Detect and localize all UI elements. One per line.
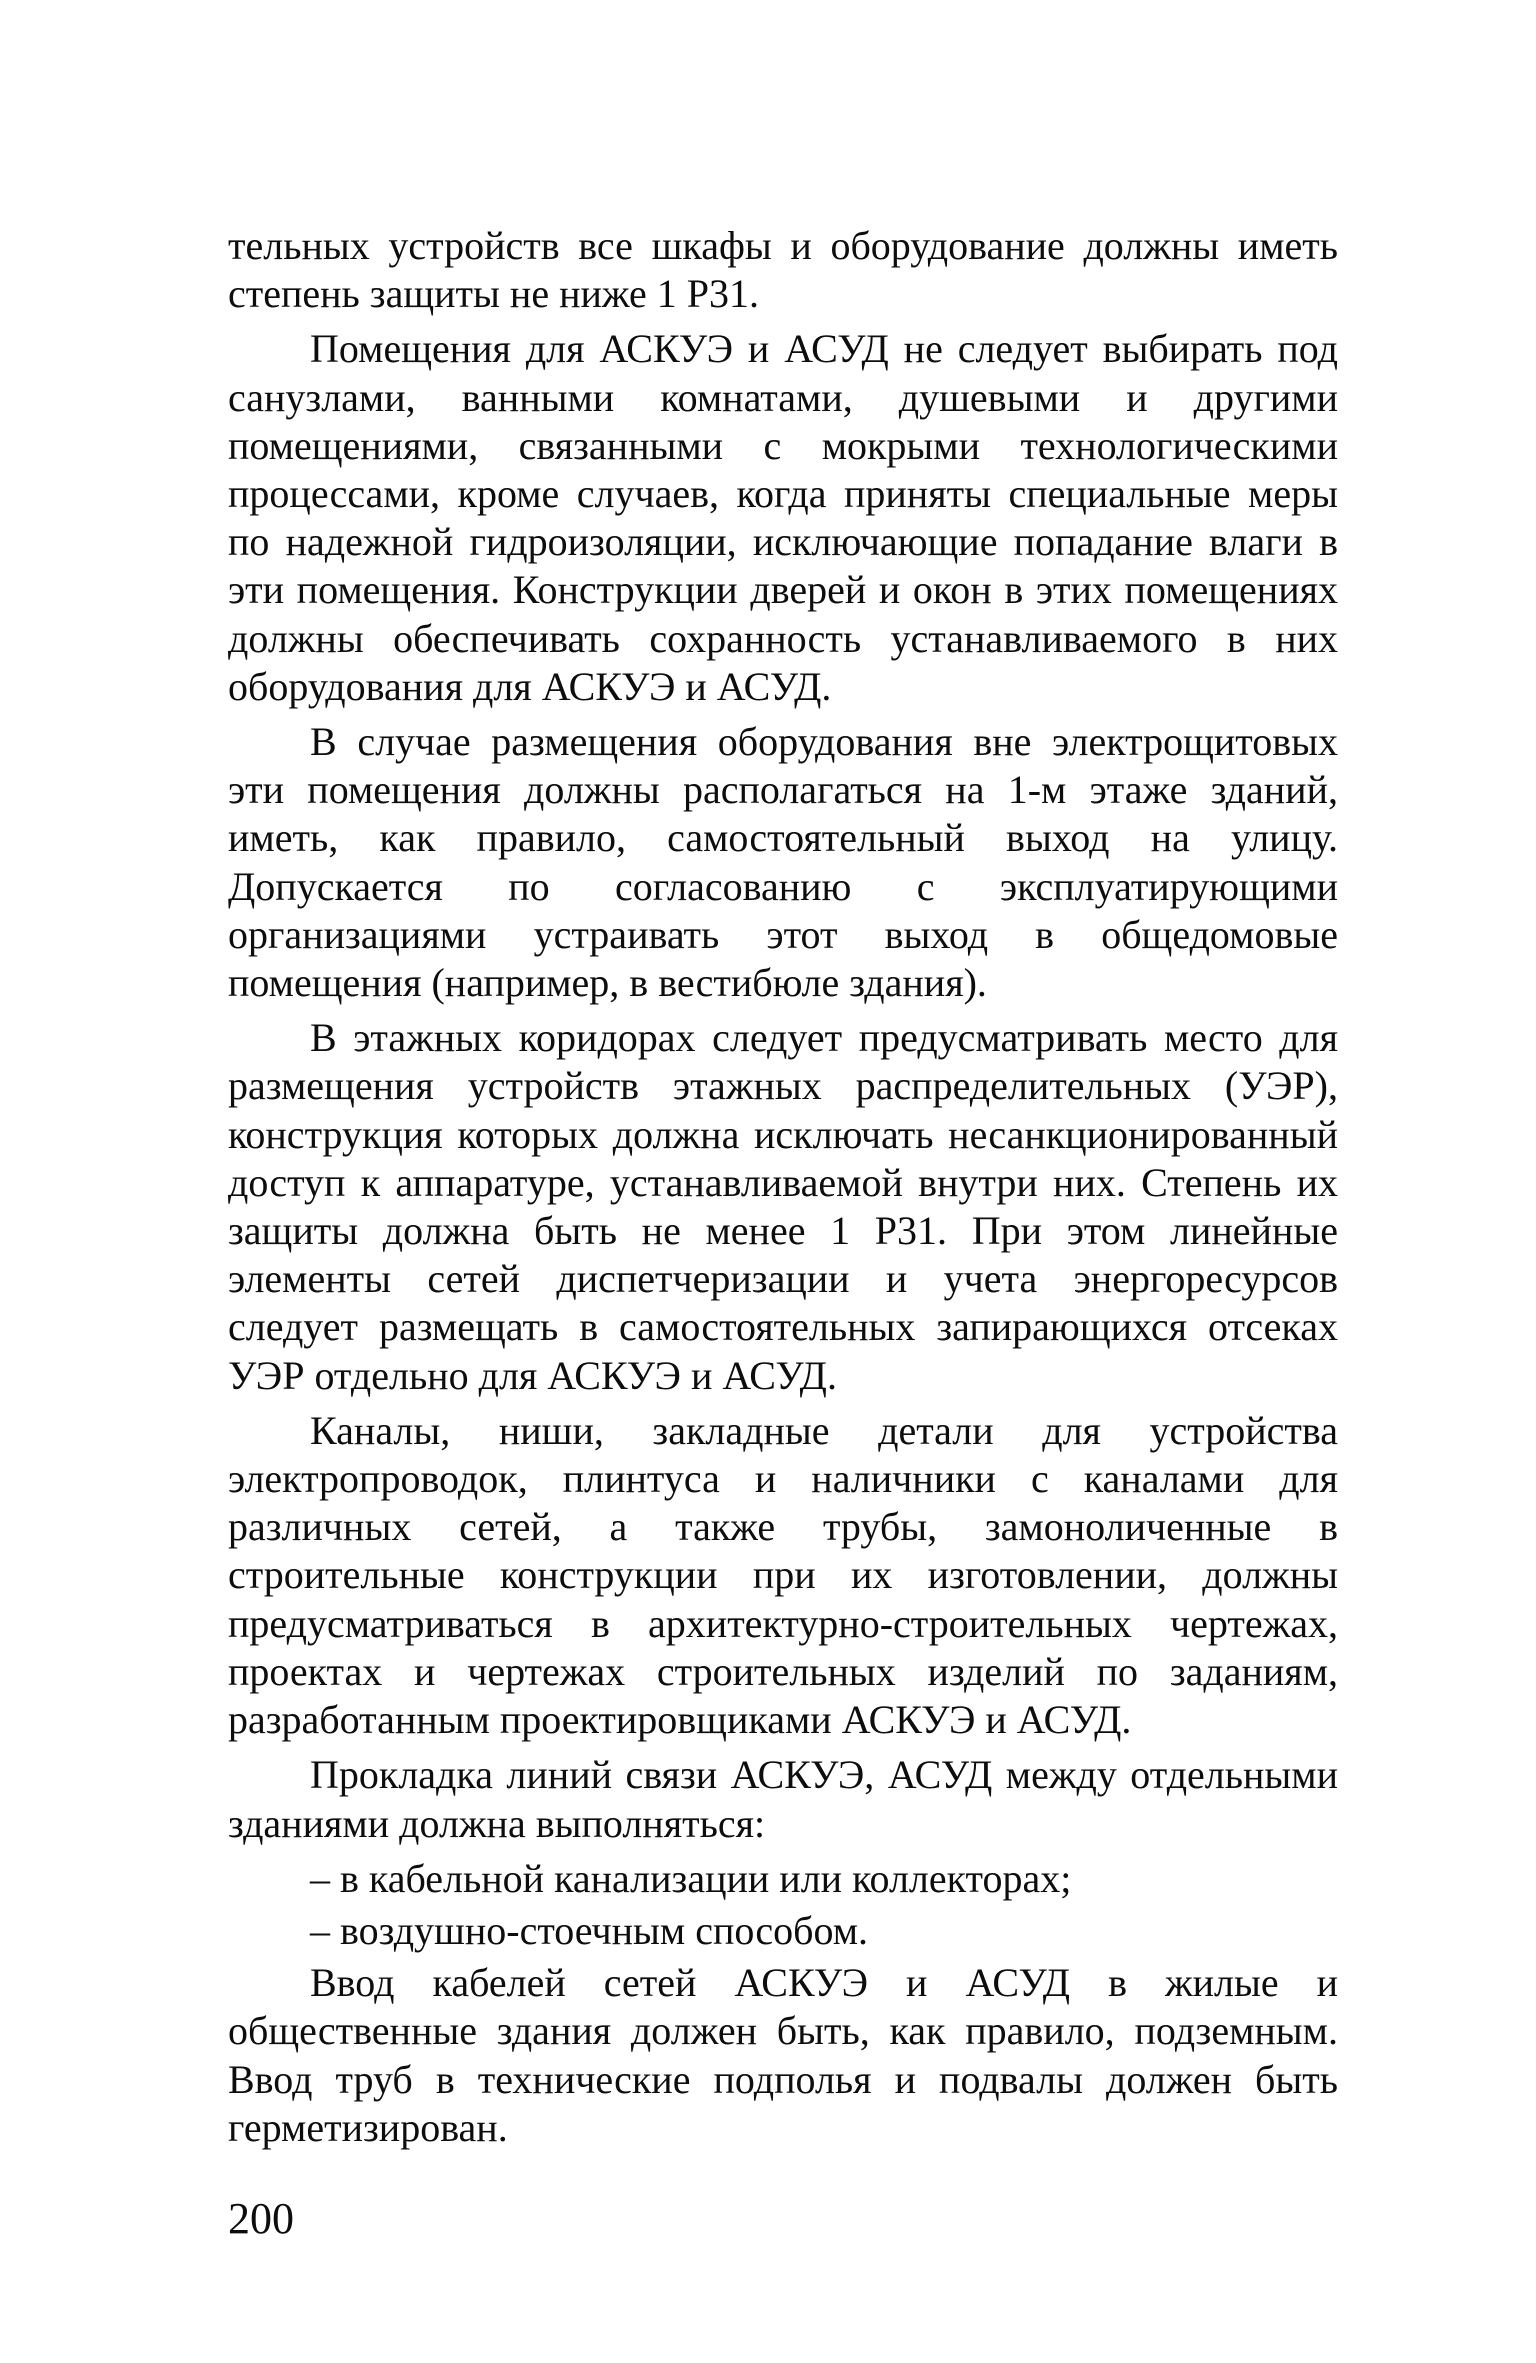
paragraph-communication-lines: Прокладка линий связи АСКУЭ, АСУД между отдельными зданиями должна выполняться: — [228, 1752, 1338, 1846]
page-number: 200 — [228, 2194, 294, 2243]
paragraph-cable-input: Ввод кабелей сетей АСКУЭ и АСУД в жилые и общественные здания должен быть, как правило, подземным. Ввод труб в технические подполья и подвалы должен быть герметизирован. — [228, 1960, 1338, 2150]
paragraph-premises-location: Помещения для АСКУЭ и АСУД не следует выбирать под санузлами, ванными комнатами, душевыми и другими помещениями, связанными с мокрыми технологическими процессами, кроме случаев, когда приняты специальные меры по надежной гидроизоляции, исключающие попадание влаги в эти помещения. Конструкции дверей и окон в этих помещениях должны обеспечивать сохранность устанавливаемого в них оборудования для АСКУЭ и АСУД. — [228, 326, 1338, 709]
paragraph-continuation: тельных устройств все шкафы и оборудование должны иметь степень защиты не ниже 1 Р31. — [228, 223, 1338, 317]
list-item-overhead: – воздушно-стоечным способом. — [310, 1907, 869, 1953]
list-item-cable-sewer: – в кабельной канализации или коллекторах; — [310, 1855, 1072, 1901]
paragraph-channels-niches: Каналы, ниши, закладные детали для устройства электропроводок, плинтуса и наличники с каналами для различных сетей, а также трубы, замоноличенные в строительные конструкции при их изготовлении, должны предусматриваться в архитектурно-строительных чертежах, проектах и чертежах строительных изделий по заданиям, разработанным проектировщиками АСКУЭ и АСУД. — [228, 1407, 1338, 1743]
paragraph-floor-corridors: В этажных коридорах следует предусматривать место для размещения устройств этажных распределительных (УЭР), конструкция которых должна исключать несанкционированный доступ к аппаратуре, устанавливаемой внутри них. Степень их защиты должна быть не менее 1 Р31. При этом линейные элементы сетей диспетчеризации и учета энергоресурсов следует размещать в самостоятельных запирающихся отсеках УЭР отдельно для АСКУЭ и АСУД. — [228, 1015, 1338, 1398]
body-text — [228, 222, 1338, 2159]
paragraph-equipment-placement: В случае размещения оборудования вне электрощитовых эти помещения должны располагаться на 1-м этаже зданий, иметь, как правило, самостоятельный выход на улицу. Допускается по согласованию с эксплуатирующими организациями устраивать этот выход в общедомовые помещения (например, в вестибюле здания). — [228, 719, 1338, 1006]
